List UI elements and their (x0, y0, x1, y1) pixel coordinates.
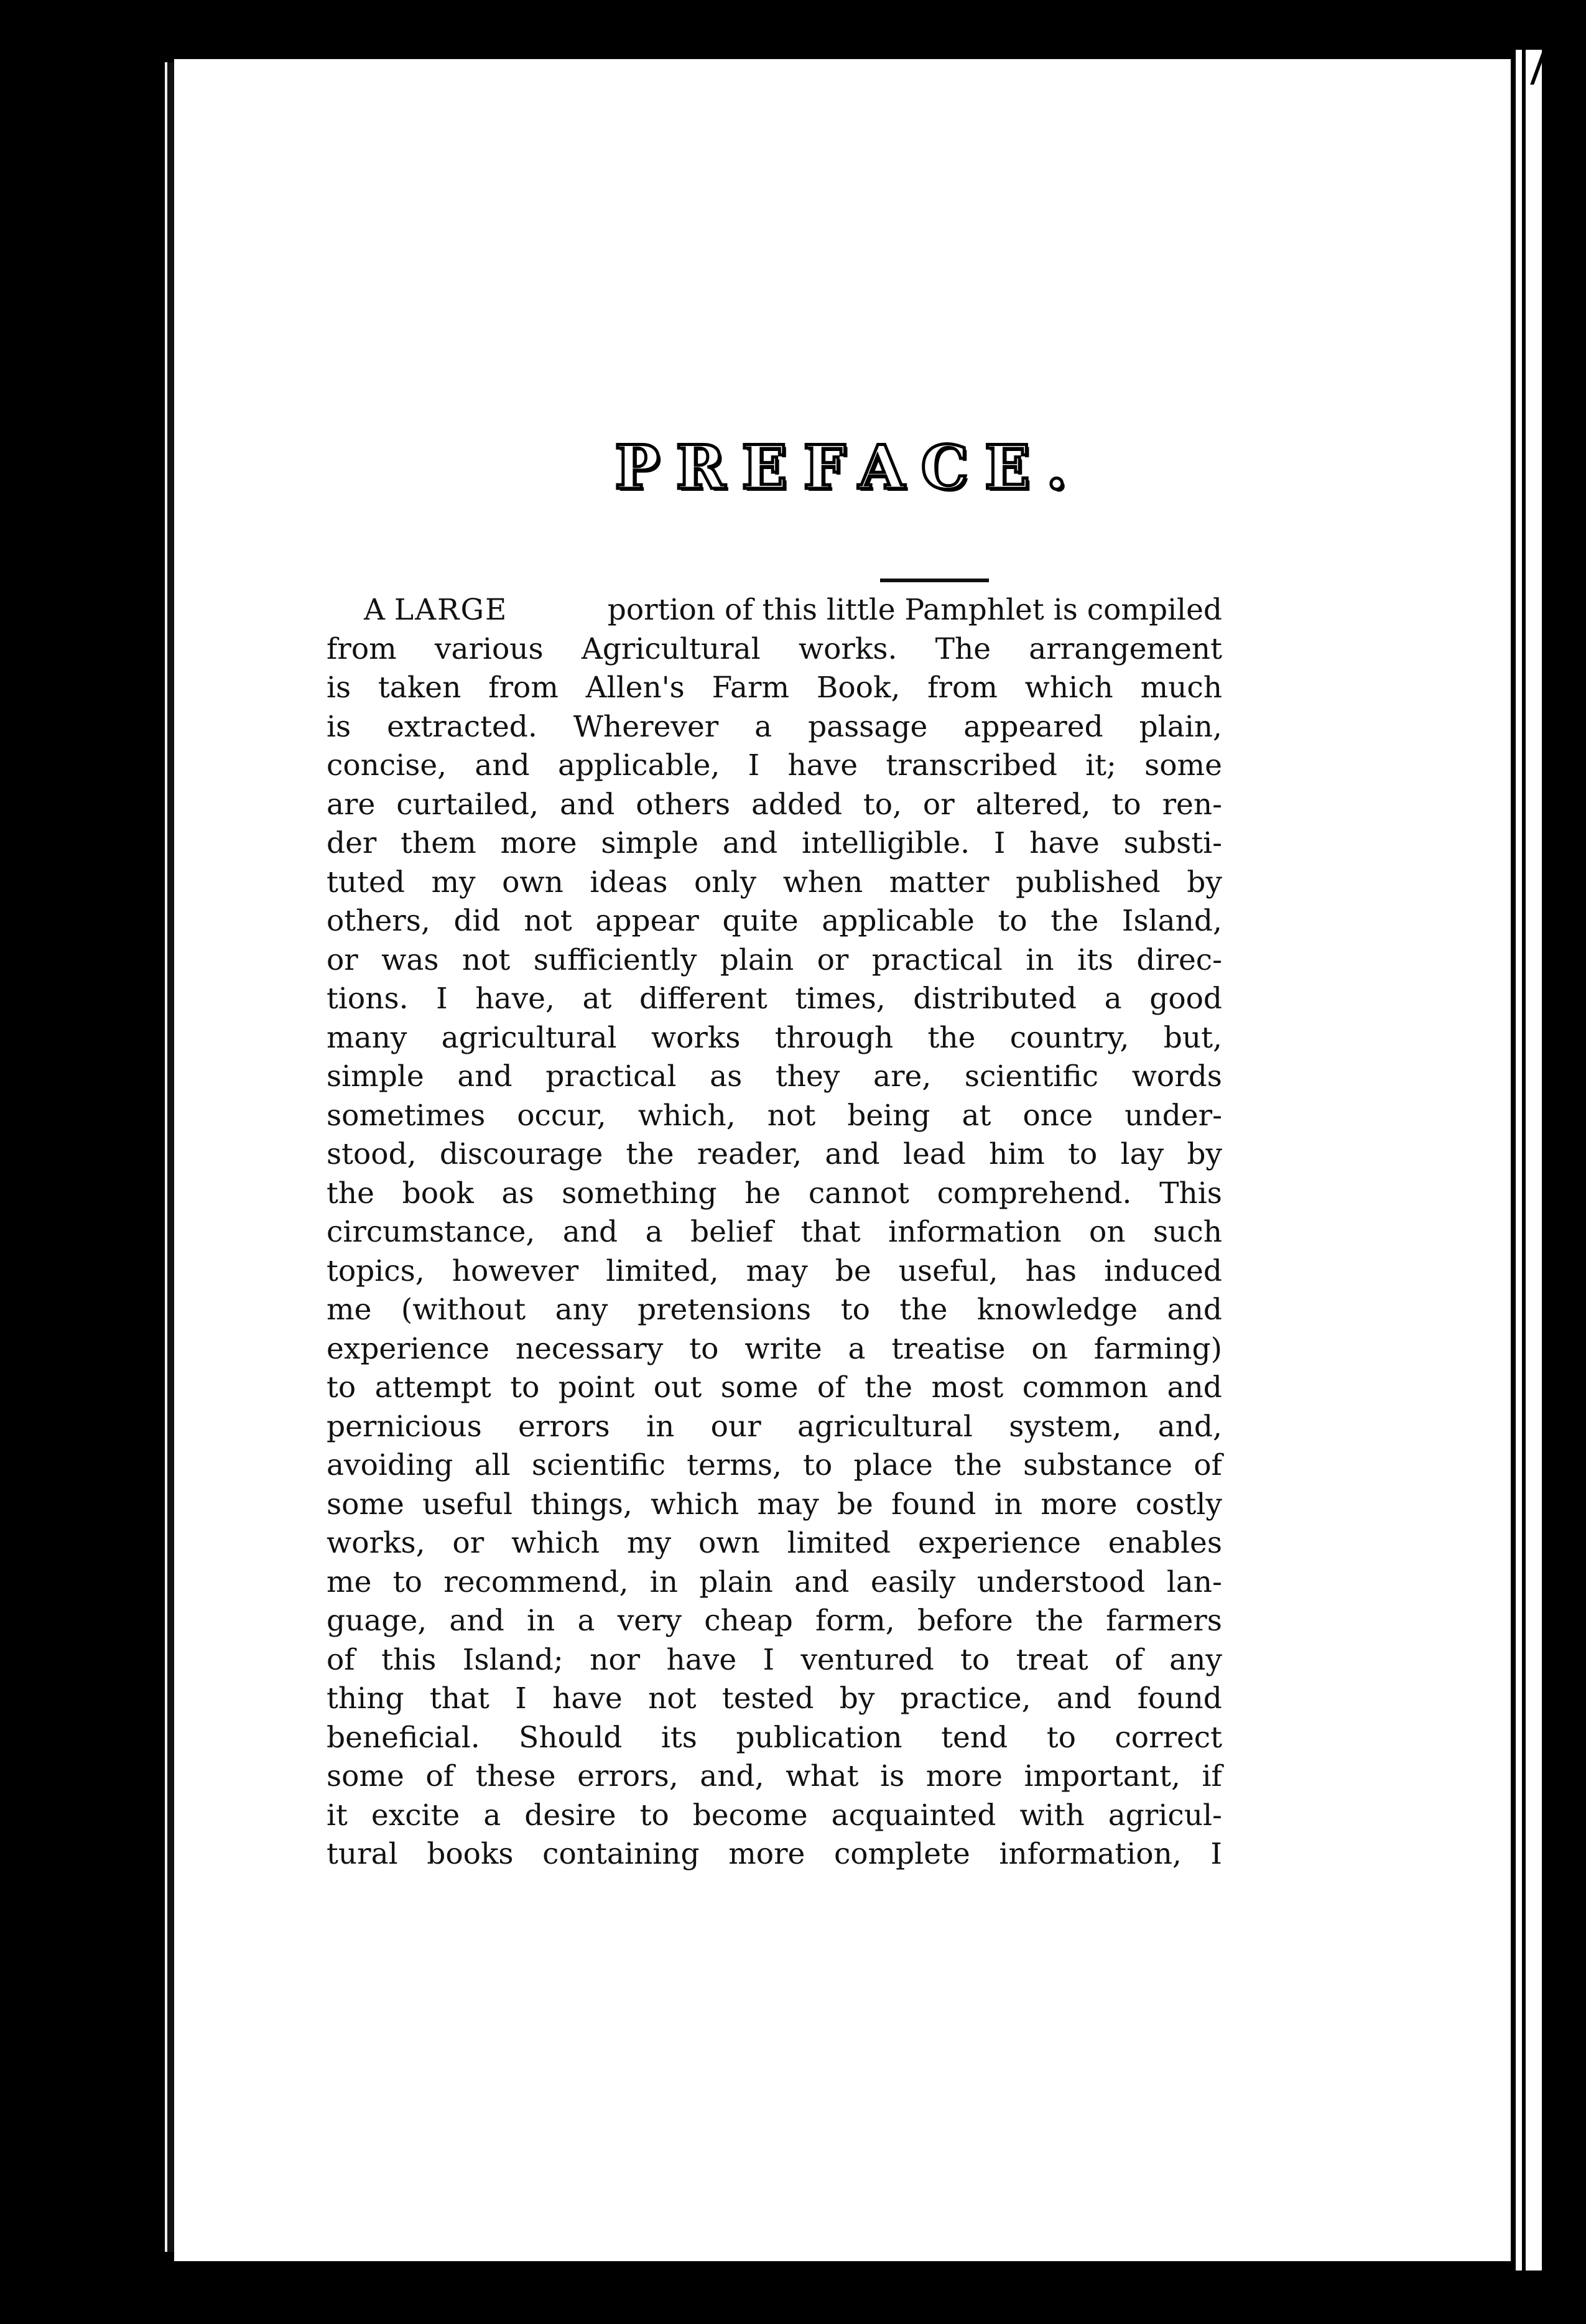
text-line (327, 1835, 1222, 1874)
text-line-content: some of these errors, and, what is more important, if (327, 1759, 1222, 1793)
text-line-content: from various Agricultural works. The arrangement (327, 631, 1222, 666)
page-right-edge (1511, 50, 1546, 2271)
text-line (327, 786, 1222, 825)
text-line (327, 708, 1222, 747)
text-line (327, 591, 1222, 630)
text-line-content: many agricultural works through the country, but, (327, 1020, 1222, 1055)
text-line-content: topics, however limited, may be useful, has induced (327, 1253, 1222, 1288)
text-line-content: pernicious errors in our agricultural system, and, (327, 1409, 1222, 1444)
text-line (327, 1213, 1222, 1252)
first-line-rest: portion of this little Pamphlet is compiled (607, 593, 1222, 627)
text-line-content: tions. I have, at different times, distributed a good (327, 982, 1222, 1016)
text-line-content: guage, and in a very cheap form, before the farmers (327, 1604, 1222, 1638)
text-line (327, 1252, 1222, 1291)
text-line-content: simple and practical as they are, scientific words (327, 1059, 1222, 1094)
text-line (327, 1719, 1222, 1758)
text-line (327, 1602, 1222, 1641)
text-line-content: me to recommend, in plain and easily understood lan- (327, 1564, 1222, 1599)
text-line-content: avoiding all scientific terms, to place the substance of (327, 1448, 1222, 1482)
text-line-content: some useful things, which may be found in more costly (327, 1487, 1222, 1522)
text-line (327, 1563, 1222, 1602)
text-line (327, 1408, 1222, 1447)
text-line (327, 1524, 1222, 1563)
text-line-content: circumstance, and a belief that information on such (327, 1215, 1222, 1249)
smallcaps-word: LARGE (394, 593, 508, 627)
text-line-content: beneficial. Should its publication tend to correct (327, 1720, 1222, 1755)
text-line (327, 863, 1222, 903)
text-line (327, 630, 1222, 669)
text-line-content: der them more simple and intelligible. I have substi- (327, 826, 1222, 860)
text-line-content: tural books containing more complete information, I (327, 1837, 1222, 1871)
text-line (327, 1135, 1222, 1174)
text-line (327, 1097, 1222, 1136)
text-line (327, 941, 1222, 980)
text-line-content: works, or which my own limited experience enables (327, 1526, 1222, 1560)
text-line-content: me (without any pretensions to the knowledge and (327, 1293, 1222, 1327)
text-line-content: sometimes occur, which, not being at once under- (327, 1098, 1222, 1133)
text-line (327, 1796, 1222, 1836)
first-line (364, 591, 508, 630)
text-line (327, 824, 1222, 863)
text-line (327, 1369, 1222, 1408)
text-line-content: is extracted. Wherever a passage appeared plain, (327, 709, 1222, 744)
text-line-content: others, did not appear quite applicable to the Island, (327, 904, 1222, 938)
text-line-content: or was not sufficiently plain or practical in its direc- (327, 942, 1222, 977)
text-line (327, 1330, 1222, 1369)
text-line-content: is taken from Allen's Farm Book, from which much (327, 671, 1222, 705)
text-line (327, 669, 1222, 708)
text-line (327, 902, 1222, 941)
text-line (327, 1680, 1222, 1719)
text-line (327, 1446, 1222, 1485)
text-line (327, 1485, 1222, 1525)
text-line-content: stood, discourage the reader, and lead him to lay by (327, 1137, 1222, 1171)
text-line-content: thing that I have not tested by practice, and found (327, 1681, 1222, 1716)
text-line (327, 1291, 1222, 1330)
text-line-content: the book as something he cannot comprehend. This (327, 1176, 1222, 1211)
text-line-content: tuted my own ideas only when matter published by (327, 865, 1222, 899)
page-heading: PREFACE. (614, 432, 1083, 503)
text-line (327, 746, 1222, 786)
text-line-content: it excite a desire to become acquainted with agricul- (327, 1798, 1222, 1833)
text-line (327, 1174, 1222, 1214)
text-line-content: to attempt to point out some of the most common and (327, 1370, 1222, 1405)
text-line (327, 1019, 1222, 1058)
preface-body (327, 591, 1222, 1874)
text-line (327, 1057, 1222, 1097)
text-line (327, 1641, 1222, 1680)
text-line-content: are curtailed, and others added to, or altered, to ren- (327, 787, 1222, 822)
heading-rule (880, 579, 989, 582)
text-line (327, 980, 1222, 1019)
scan-left-margin (0, 0, 152, 2324)
text-line (327, 1757, 1222, 1796)
text-line-content: concise, and applicable, I have transcribed it; some (327, 748, 1222, 783)
text-line-content: of this Island; nor have I ventured to treat of any (327, 1642, 1222, 1677)
initial-letter: A (364, 593, 385, 627)
text-line-content: experience necessary to write a treatise on farming) (327, 1331, 1222, 1366)
